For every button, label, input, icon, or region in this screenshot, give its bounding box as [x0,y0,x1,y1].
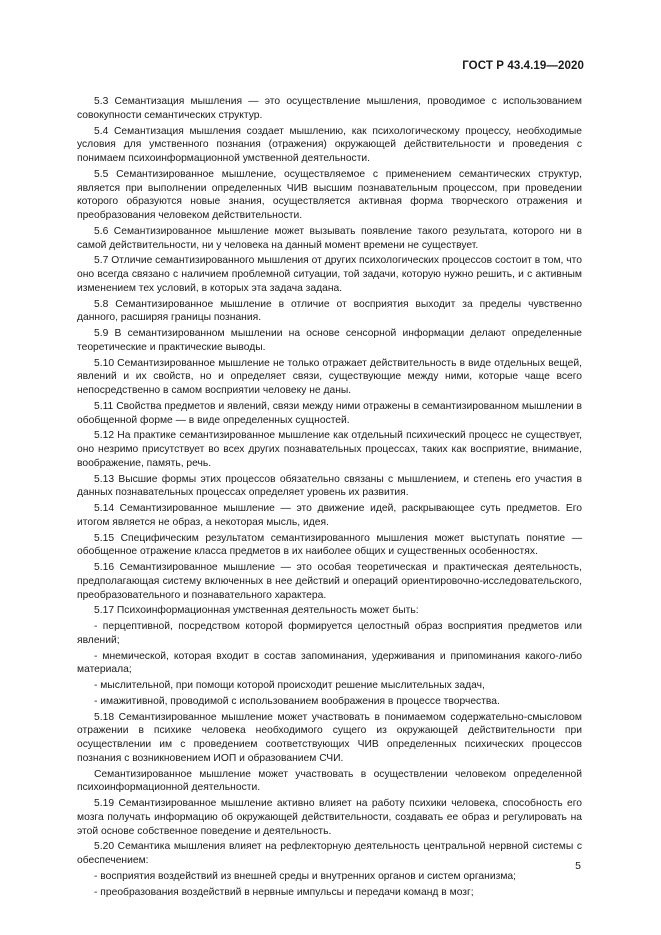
paragraph-5-18: 5.18 Семантизированное мышление может участвовать в понимаемом содержательно-смысловом отражении в психике человека необходимого сущего из окружающей действительности при осуществлении им с проведением соответствующих ЧИВ определенных психических процессов познания с возникновением ИОП и образованием СЧИ. [77,711,582,764]
paragraph-5-3: 5.3 Семантизация мышления — это осуществление мышления, проводимое с использованием совокупности семантических структур. [77,96,582,121]
paragraph-5-12: 5.12 На практике семантизированное мышление как отдельный психический процесс не существует, оно незримо присутствует во всех других познавательных процессах, таких как восприятие, внимание, воображение, память, речь. [77,430,582,469]
paragraph-5-10: 5.10 Семантизированное мышление не только отражает действительность в виде отдельных вещей, явлений и их свойств, но и определяет связи, существующие между ними, которые чаще всего непосредственно в самом восприятии человеку не даны. [77,357,582,396]
list-item-transformation-of-impacts: - преобразования воздействий в нервные импульсы и передачи команд в мозг; [94,886,474,898]
paragraph-5-19: 5.19 Семантизированное мышление активно влияет на работу психики человека, способность его мозга получать информацию об окружающей действительности, создавать ее образ и регулировать на этой основе собственное поведение и деятельность. [77,798,582,837]
list-item-imaginative: - имажитивной, проводимой с использованием воображения в процессе творчества. [94,695,500,707]
list-item-thinking: - мыслительной, при помощи которой происходит решение мыслительных задач, [94,680,485,691]
paragraph-5-18-continued: Семантизированное мышление может участвовать в осуществлении человеком определенной психоинформационной деятельности. [77,768,582,794]
paragraph-5-11: 5.11 Свойства предметов и явлений, связи между ними отражены в семантизированном мышлении в обобщенной форме — в виде определенных сущностей. [77,400,582,426]
paragraph-5-13: 5.13 Высшие формы этих процессов обязательно связаны с мышлением, и степень его участия в данных познавательных процессах определяет уровень их развития. [77,473,582,499]
paragraph-5-6: 5.6 Семантизированное мышление может вызывать появление такого результата, которого ни в самой действительности, ни у человека на данный момент времени не существует. [77,225,582,251]
list-item-mnemonic: - мнемической, которая входит в состав запоминания, удерживания и припоминания какого-либо материала; [77,650,582,676]
paragraph-5-5: 5.5 Семантизированное мышление, осуществляемое с применением семантических структур, является при выполнении определенных ЧИВ высшим познавательным процессом, при проведении которого образуются новые знания, осуществляется активная форма творческого отражения и преобразования человеком действительности. [77,168,582,221]
paragraph-5-16: 5.16 Семантизированное мышление — это особая теоретическая и практическая деятельность, предполагающая систему включенных в нее действий и операций ориентировочно-исследовательского, преобразовательного и познавательного характера. [77,562,582,601]
document-body [77,95,582,901]
page-number: 5 [575,860,581,872]
paragraph-5-14: 5.14 Семантизированное мышление — это движение идей, раскрывающее суть предметов. Его итогом является не образ, а некоторая мысль, идея. [77,503,582,528]
list-item-perceptive: - перцептивной, посредством которой формируется целостный образ восприятия предметов или явлений; [77,621,582,646]
paragraph-5-4: 5.4 Семантизация мышления создает мышлению, как психологическому процессу, необходимые условия для умственного познания (отражения) окружающей действительности и проведения с понимаем психоинформационной умственной деятельности. [77,125,582,164]
paragraph-5-15: 5.15 Специфическим результатом семантизированного мышления может выступать понятие — обобщенное отражение класса предметов в их наиболее общих и существенных особенностях. [77,532,582,558]
document-code-header: ГОСТ Р 43.4.19—2020 [462,60,584,72]
paragraph-5-8: 5.8 Семантизированное мышление в отличие от восприятия выходит за пределы чувственно данного, расширяя границы познания. [77,298,582,324]
list-item-perception-of-impacts: - восприятия воздействий из внешней среды и внутренних органов и систем организма; [94,870,516,882]
paragraph-5-20: 5.20 Семантика мышления влияет на рефлекторную деятельность центральной нервной системы с обеспечением: [77,841,582,866]
paragraph-5-17: 5.17 Психоинформационная умственная деятельность может быть: [94,605,419,617]
paragraph-5-9: 5.9 В семантизированном мышлении на основе сенсорной информации делают определенные теоретические и практические выводы. [77,328,582,353]
paragraph-5-7: 5.7 Отличие семантизированного мышления от других психологических процессов состоит в том, что оно всегда связано с наличием проблемной ситуации, той задачи, которую нужно решить, и с активным изменением тех условий, в которых эта задача задана. [77,255,582,294]
